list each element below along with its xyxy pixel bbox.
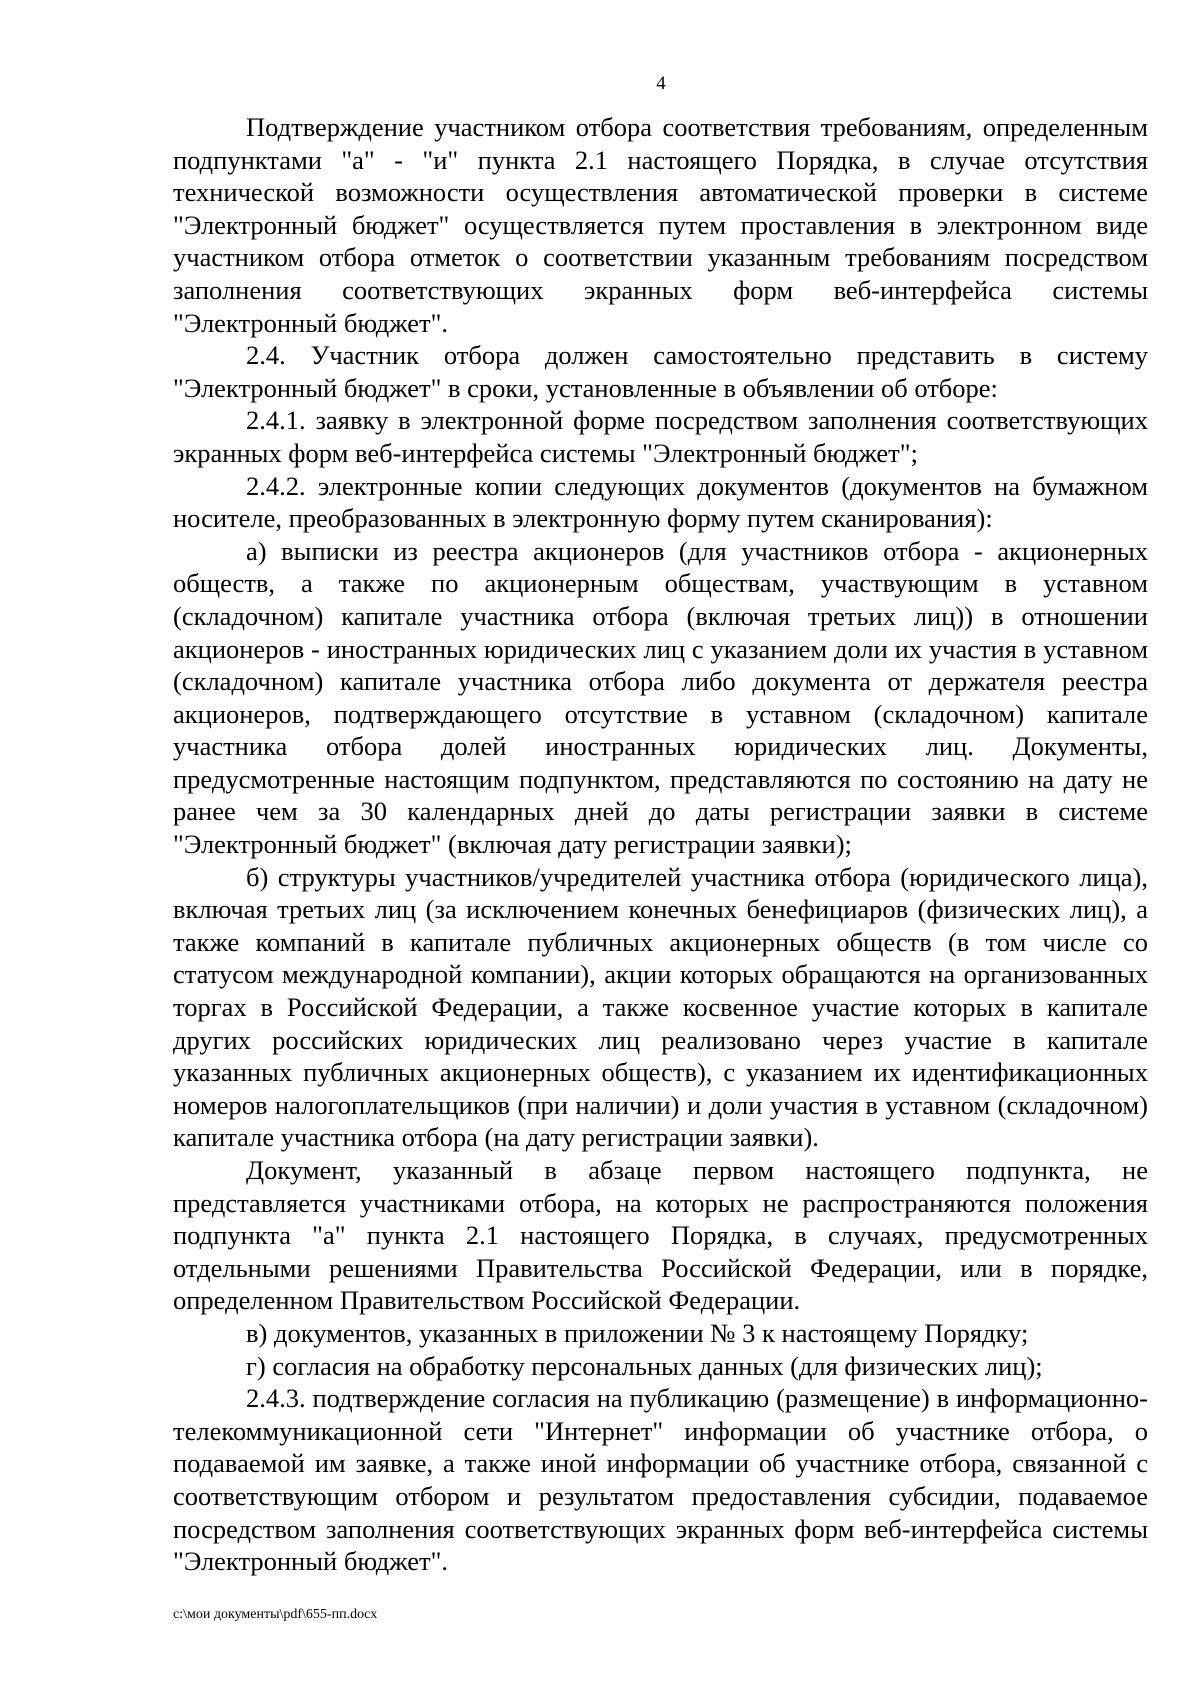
paragraph-2-4-1: 2.4.1. заявку в электронной форме посредством заполнения соответствующих экранных форм веб-интерфейса системы "Электронный бюджет"; <box>173 405 1148 468</box>
paragraph-2-4-2: 2.4.2. электронные копии следующих документов (документов на бумажном носителе, преобразованных в электронную форму путем сканирования): <box>173 470 1148 534</box>
paragraph-item-a: а) выписки из реестра акционеров (для участников отбора - акционерных обществ, а также по акционерным обществам, участвующим в уставном (складочном) капитале участника отбора (включая третьих лиц)) в отношении акционеров - иностранных юридических лиц с указанием доли их участия в уставном (складочном) капитале участника отбора либо документа от держателя реестра акционеров, подтверждающего отсутствие в уставном (складочном) капитале участника отбора долей иностранных юридических лиц. Документы, предусмотренные настоящим подпунктом, представляются по состоянию на дату не ранее чем за 30 календарных дней до даты регистрации заявки в системе "Электронный бюджет" (включая дату регистрации заявки); <box>173 535 1148 860</box>
document-body <box>173 111 1148 1578</box>
paragraph-item-b: б) структуры участников/учредителей участника отбора (юридического лица), включая третьих лиц (за исключением конечных бенефициаров (физических лиц), а также компаний в капитале публичных акционерных обществ (в том числе со статусом международной компании), акции которых обращаются на организованных торгах в Российской Федерации, а также косвенное участие которых в капитале других российских юридических лиц реализовано через участие в капитале указанных публичных акционерных обществ), с указанием их идентификационных номеров налогоплательщиков (при наличии) и доли участия в уставном (складочном) капитале участника отбора (на дату регистрации заявки). <box>173 861 1148 1153</box>
paragraph-item-g: г) согласия на обработку персональных данных (для физических лиц); <box>246 1350 1043 1381</box>
paragraph-document-note: Документ, указанный в абзаце первом настоящего подпункта, не представляется участниками отбора, на которых не распространяются положения подпункта "а" пункта 2.1 настоящего Порядка, в случаях, предусмотренных отдельными решениями Правительства Российской Федерации, или в порядке, определенном Правительством Российской Федерации. <box>173 1155 1148 1316</box>
paragraph-confirmation: Подтверждение участником отбора соответствия требованиям, определенным подпунктами "а" - "и" пункта 2.1 настоящего Порядка, в случае отсутствия технической возможности осуществления автоматической проверки в системе "Электронный бюджет" осуществляется путем проставления в электронном виде участником отбора отметок о соответствии указанным требованиям посредством заполнения соответствующих экранных форм веб-интерфейса системы "Электронный бюджет". <box>173 112 1148 338</box>
paragraph-item-v: в) документов, указанных в приложении № 3 к настоящему Порядку; <box>246 1317 1029 1348</box>
page-number: 4 <box>656 73 666 94</box>
paragraph-2-4-3: 2.4.3. подтверждение согласия на публикацию (размещение) в информационно-телекоммуникационной сети "Интернет" информации об участнике отбора, о подаваемой им заявке, а также иной информации об участнике отбора, связанной с соответствующим отбором и результатом предоставления субсидии, подаваемое посредством заполнения соответствующих экранных форм веб-интерфейса системы "Электронный бюджет". <box>173 1383 1148 1577</box>
paragraph-2-4: 2.4. Участник отбора должен самостоятельно представить в систему "Электронный бюджет" в сроки, установленные в объявлении об отборе: <box>173 340 1148 403</box>
footer-file-path: c:\мои документы\pdf\655-пп.docx <box>173 1607 378 1622</box>
